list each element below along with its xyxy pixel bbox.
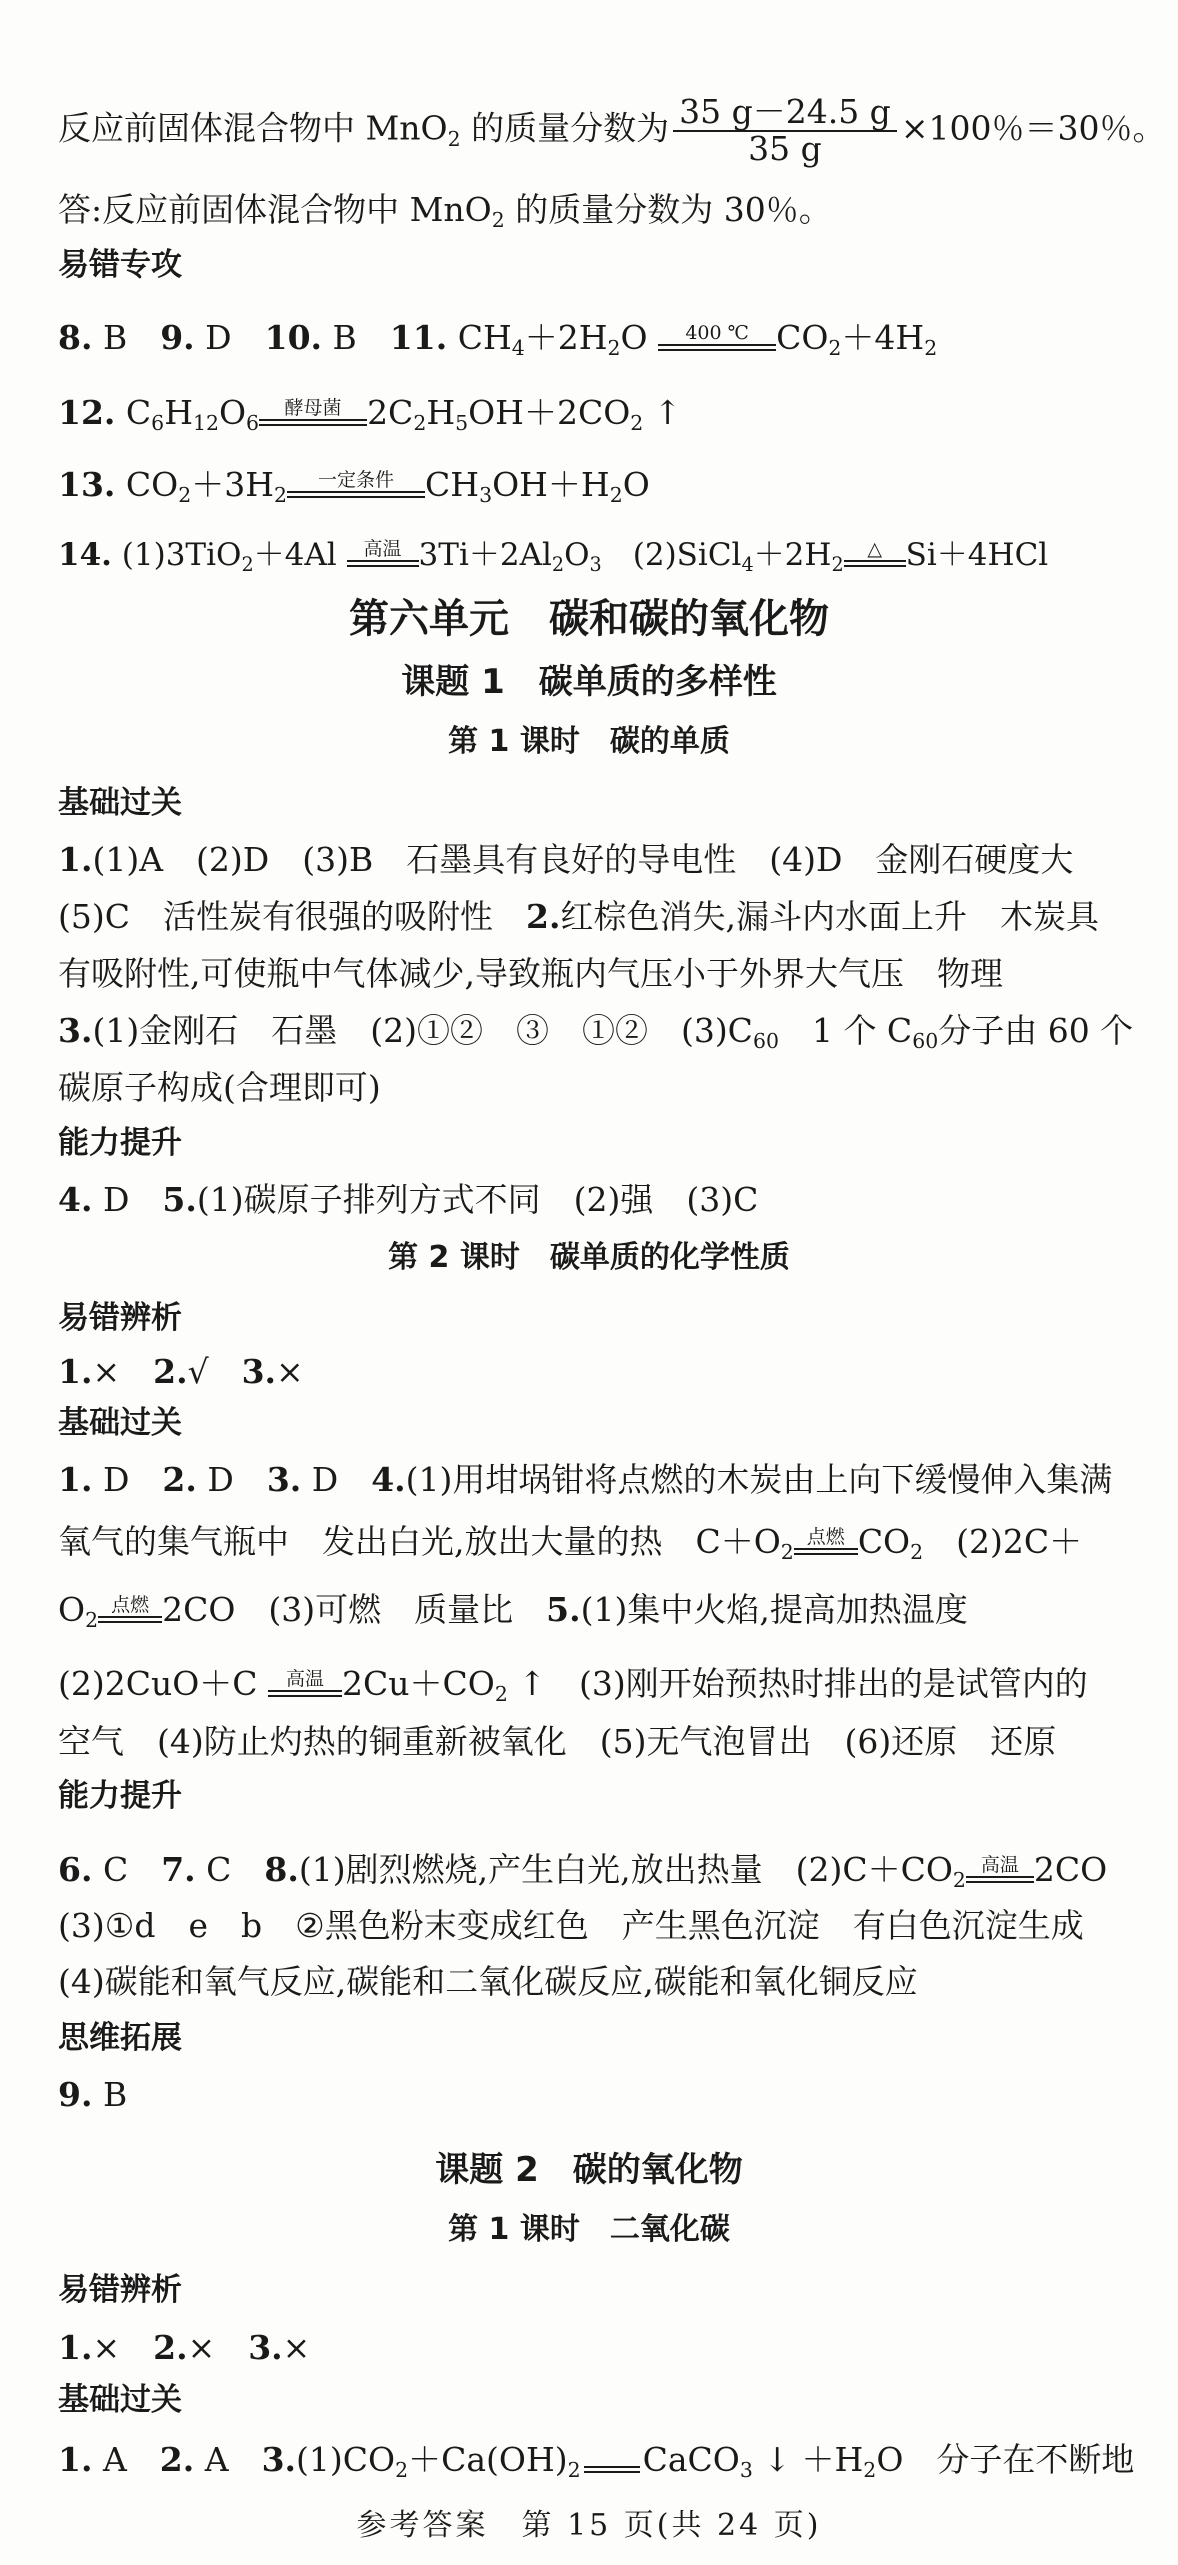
formula-text: CH bbox=[447, 318, 512, 357]
answer-line-conclusion bbox=[58, 190, 1138, 233]
answer-line bbox=[58, 1460, 1138, 1500]
answer-line bbox=[58, 1180, 1138, 1220]
double-line bbox=[268, 1690, 342, 1697]
subscript: 2 bbox=[85, 1608, 99, 1633]
question-number: 3. bbox=[58, 1011, 93, 1050]
subscript: 2 bbox=[609, 483, 623, 508]
formula-text: (1)CO bbox=[296, 2440, 396, 2479]
answer-line bbox=[58, 1906, 1138, 1946]
formula-text: O bbox=[564, 537, 590, 573]
question-number: 3. bbox=[248, 2328, 283, 2367]
question-number: 2. bbox=[162, 1460, 197, 1499]
subscript: 2 bbox=[551, 552, 565, 576]
answer-line bbox=[58, 2328, 1138, 2368]
lesson-title: 第 2 课时 碳单质的化学性质 bbox=[388, 1240, 790, 1275]
double-line bbox=[347, 560, 419, 567]
condition-label: 点燃 bbox=[111, 1594, 150, 1616]
answer-text: (1)集中火焰,提高加热温度 bbox=[580, 1590, 968, 1629]
answer: × bbox=[92, 2328, 154, 2367]
double-line bbox=[844, 560, 906, 567]
formula-text: ＋3H bbox=[191, 465, 275, 504]
formula-text: O bbox=[622, 465, 650, 504]
topic-title: 课题 2 碳的氧化物 bbox=[435, 2150, 743, 2190]
subscript: 60 bbox=[912, 1029, 939, 1054]
question-number: 1. bbox=[58, 2328, 93, 2367]
subscript: 6 bbox=[151, 411, 165, 436]
subscript: 12 bbox=[192, 411, 219, 436]
answer: C bbox=[195, 1850, 265, 1889]
question-number: 3. bbox=[261, 2440, 297, 2479]
answer-line-8-11 bbox=[58, 318, 1138, 361]
answer-text: (1)剧烈燃烧,产生白光,放出热量 (2)C＋CO bbox=[298, 1850, 953, 1889]
subscript: 3 bbox=[479, 483, 493, 508]
formula-text: 2CO bbox=[1033, 1850, 1108, 1889]
double-line bbox=[658, 344, 776, 351]
answer: √ bbox=[187, 1352, 242, 1391]
question-number: 1. bbox=[58, 1352, 93, 1391]
subscript: 2 bbox=[780, 1540, 794, 1565]
formula-text: O bbox=[58, 1590, 86, 1629]
question-number: 1. bbox=[58, 840, 93, 879]
formula-text: CaCO bbox=[642, 2440, 740, 2479]
section-heading: 基础过关 bbox=[58, 785, 182, 821]
section-heading: 基础过关 bbox=[58, 2382, 182, 2418]
subscript: 2 bbox=[491, 208, 505, 233]
formula-text: (2)2CuO＋C bbox=[58, 1664, 269, 1703]
unit-title: 第六单元 碳和碳的氧化物 bbox=[349, 596, 829, 642]
subscript: 2 bbox=[828, 336, 842, 361]
formula-text: (1)3TiO bbox=[111, 537, 242, 573]
reaction-condition bbox=[966, 1854, 1034, 1883]
answer-line-mass-fraction bbox=[58, 92, 1166, 168]
subscript: 2 bbox=[413, 411, 427, 436]
answer-text: (4)碳能和氧气反应,碳能和二氧化碳反应,碳能和氧化铜反应 bbox=[58, 1962, 918, 2001]
answer: A bbox=[194, 2440, 262, 2479]
answer-line-13 bbox=[58, 465, 1138, 508]
answer-line bbox=[58, 2075, 1138, 2115]
question-number: 9. bbox=[58, 2075, 93, 2114]
subscript: 2 bbox=[607, 336, 621, 361]
answer: × bbox=[282, 2328, 311, 2367]
formula-text: C bbox=[115, 393, 152, 432]
subscript: 2 bbox=[274, 483, 288, 508]
section-heading: 能力提升 bbox=[58, 1125, 182, 1161]
subscript: 2 bbox=[178, 483, 192, 508]
answer-line bbox=[58, 2440, 1138, 2483]
formula-text: OH＋H bbox=[492, 465, 610, 504]
answer-text: 1 个 C bbox=[778, 1011, 913, 1050]
text: 的质量分数为 bbox=[460, 108, 670, 148]
formula-text: O bbox=[620, 318, 659, 357]
answer: B bbox=[92, 2075, 128, 2114]
answer: D bbox=[196, 1460, 267, 1499]
text: 反应前固体混合物中 MnO bbox=[58, 108, 448, 148]
section-heading: 思维拓展 bbox=[58, 2020, 182, 2056]
answer-text: ↑ (3)刚开始预热时排出的是试管内的 bbox=[507, 1664, 1088, 1703]
question-number: 2. bbox=[153, 2328, 188, 2367]
question-number: 3. bbox=[241, 1352, 277, 1391]
question-number: 14. bbox=[58, 537, 112, 573]
answer-text: 2CO (3)可燃 质量比 bbox=[162, 1590, 547, 1629]
answer: A bbox=[92, 2440, 160, 2479]
question-number: 7. bbox=[161, 1850, 196, 1889]
double-line bbox=[287, 491, 425, 498]
question-number: 4. bbox=[58, 1180, 93, 1219]
question-number: 2. bbox=[153, 1352, 188, 1391]
subscript: 2 bbox=[241, 552, 254, 576]
subscript: 4 bbox=[511, 336, 525, 361]
subscript: 2 bbox=[924, 336, 938, 361]
formula-text: OH＋2CO bbox=[468, 393, 631, 432]
subscript: 2 bbox=[395, 2458, 409, 2483]
question-number: 12. bbox=[58, 393, 116, 432]
answer: D bbox=[92, 1180, 163, 1219]
answer-line-12 bbox=[58, 393, 1138, 436]
condition-label: 高温 bbox=[980, 1854, 1019, 1876]
question-number: 5. bbox=[162, 1180, 197, 1219]
question-number: 2. bbox=[159, 2440, 195, 2479]
reaction-condition bbox=[98, 1594, 162, 1623]
answer-line bbox=[58, 1011, 1138, 1054]
formula-text: ＋4Al bbox=[253, 537, 347, 573]
subscript: 2 bbox=[863, 2458, 877, 2483]
reaction-condition bbox=[259, 397, 367, 426]
answer-text: 分子由 60 个 bbox=[938, 1011, 1134, 1050]
answer-line bbox=[58, 897, 1138, 937]
answer-text: 空气 (4)防止灼热的铜重新被氧化 (5)无气泡冒出 (6)还原 还原 bbox=[58, 1722, 1057, 1761]
answer-line bbox=[58, 1962, 1138, 2002]
condition-label: 点燃 bbox=[806, 1526, 845, 1548]
formula-text: ＋4H bbox=[841, 318, 925, 357]
question-number: 4. bbox=[371, 1460, 406, 1499]
text: ×100％＝30％。 bbox=[900, 108, 1166, 148]
lesson-title: 第 1 课时 二氧化碳 bbox=[448, 2212, 730, 2247]
formula-text: CO bbox=[115, 465, 179, 504]
answer-text: 氧气的集气瓶中 发出白光,放出大量的热 C＋O bbox=[58, 1522, 781, 1561]
question-number: 1. bbox=[58, 2440, 93, 2479]
question-number: 3. bbox=[266, 1460, 302, 1499]
answer-line bbox=[58, 1590, 1138, 1633]
answer-text: (2)2C＋ bbox=[923, 1522, 1083, 1561]
question-number: 11. bbox=[389, 318, 448, 357]
answer-line bbox=[58, 954, 1138, 994]
answer: B bbox=[322, 318, 390, 357]
answer-line bbox=[58, 1068, 1138, 1108]
answer-line bbox=[58, 840, 1138, 880]
answer: C bbox=[92, 1850, 162, 1889]
section-heading: 基础过关 bbox=[58, 1405, 182, 1441]
formula-text: Si＋4HCl bbox=[905, 537, 1049, 573]
fraction-denominator: 35 g bbox=[748, 128, 822, 168]
double-line bbox=[259, 419, 367, 426]
answer: B bbox=[92, 318, 161, 357]
answer-text: (3)①d e b ②黑色粉末变成红色 产生黑色沉淀 有白色沉淀生成 bbox=[58, 1906, 1084, 1945]
reaction-condition bbox=[347, 538, 419, 567]
answer-line bbox=[58, 1850, 1138, 1893]
formula-text: ↓ ＋H bbox=[752, 2440, 864, 2479]
formula-text: CO bbox=[776, 318, 829, 357]
double-line bbox=[584, 2466, 640, 2473]
answer: × bbox=[276, 1352, 304, 1391]
topic-title: 课题 1 碳单质的多样性 bbox=[401, 662, 777, 702]
answer: × bbox=[187, 2328, 249, 2367]
subscript: 2 bbox=[910, 1540, 924, 1565]
answer-text: 碳原子构成(合理即可) bbox=[58, 1068, 381, 1107]
answer-line bbox=[58, 1722, 1138, 1762]
answer-line bbox=[58, 1664, 1138, 1707]
reaction-condition bbox=[287, 469, 425, 498]
double-line bbox=[98, 1616, 162, 1623]
subscript: 2 bbox=[831, 552, 844, 576]
subscript: 4 bbox=[741, 552, 754, 576]
answer-text: (1)金刚石 石墨 (2)①② ③ ①② (3)C bbox=[92, 1011, 753, 1050]
formula-text: H bbox=[426, 393, 456, 432]
reaction-condition bbox=[658, 322, 776, 351]
answer-line bbox=[58, 1352, 1138, 1392]
condition-label: 一定条件 bbox=[318, 469, 395, 491]
reaction-condition bbox=[268, 1668, 342, 1697]
page-footer: 参考答案 第 15 页(共 24 页) bbox=[356, 2508, 822, 2543]
text: 答:反应前固体混合物中 MnO bbox=[58, 190, 492, 229]
formula-text: H bbox=[164, 393, 193, 432]
reaction-equals bbox=[584, 2466, 640, 2473]
condition-label: 400 ℃ bbox=[685, 322, 749, 344]
subscript: 2 bbox=[567, 2458, 581, 2483]
reaction-condition bbox=[794, 1526, 858, 1555]
subscript: 3 bbox=[739, 2458, 753, 2483]
double-line bbox=[794, 1548, 858, 1555]
answer: D bbox=[92, 1460, 163, 1499]
condition-label: 高温 bbox=[286, 1668, 325, 1690]
gas-arrow: ↑ bbox=[643, 393, 682, 432]
answer-text: (1)用坩埚钳将点燃的木炭由上向下缓慢伸入集满 bbox=[405, 1460, 1113, 1499]
formula-text: ＋2H bbox=[753, 537, 832, 573]
formula-text: 2Cu＋CO bbox=[342, 1664, 495, 1703]
question-number: 8. bbox=[58, 318, 93, 357]
reaction-condition bbox=[844, 538, 906, 567]
answer-text: (1)A (2)D (3)B 石墨具有良好的导电性 (4)D 金刚石硬度大 bbox=[92, 840, 1074, 879]
lesson-title: 第 1 课时 碳的单质 bbox=[448, 724, 730, 759]
answer-text: 红棕色消失,漏斗内水面上升 木炭具 bbox=[560, 897, 1099, 936]
subscript: 2 bbox=[494, 1682, 508, 1707]
subscript: 60 bbox=[752, 1029, 779, 1054]
subscript: 6 bbox=[246, 411, 260, 436]
fraction-numerator: 35 g－24.5 g bbox=[673, 95, 897, 132]
formula-text: ＋Ca(OH) bbox=[408, 2440, 568, 2479]
question-number: 2. bbox=[526, 897, 561, 936]
answer-text: (1)碳原子排列方式不同 (2)强 (3)C bbox=[196, 1180, 759, 1219]
answer-text: 有吸附性,可使瓶中气体减少,导致瓶内气压小于外界大气压 物理 bbox=[58, 954, 1003, 993]
subscript: 2 bbox=[952, 1868, 966, 1893]
subscript: 2 bbox=[630, 411, 644, 436]
answer-line-14 bbox=[58, 537, 1138, 576]
formula-text: (2)SiCl bbox=[601, 537, 742, 573]
subscript: 3 bbox=[589, 552, 602, 576]
condition-label: 高温 bbox=[363, 538, 402, 560]
section-heading: 易错专攻 bbox=[58, 247, 182, 283]
answer-text: O 分子在不断地 bbox=[876, 2440, 1135, 2479]
subscript: 5 bbox=[455, 411, 469, 436]
question-number: 6. bbox=[58, 1850, 93, 1889]
formula-text: O bbox=[218, 393, 247, 432]
formula-text: CH bbox=[425, 465, 480, 504]
question-number: 10. bbox=[264, 318, 323, 357]
answer-text: (5)C 活性炭有很强的吸附性 bbox=[58, 897, 526, 936]
question-number: 5. bbox=[546, 1590, 581, 1629]
answer: D bbox=[301, 1460, 372, 1499]
formula-text: 3Ti＋2Al bbox=[418, 537, 552, 573]
question-number: 9. bbox=[160, 318, 195, 357]
answer-line bbox=[58, 1522, 1138, 1565]
section-heading: 易错辨析 bbox=[58, 1300, 182, 1336]
fraction bbox=[673, 92, 897, 168]
subscript: 2 bbox=[447, 126, 461, 151]
double-line bbox=[966, 1876, 1034, 1883]
question-number: 8. bbox=[264, 1850, 299, 1889]
answer: D bbox=[194, 318, 265, 357]
formula-text: 2C bbox=[367, 393, 414, 432]
formula-text: CO bbox=[857, 1522, 911, 1561]
condition-label: 酵母菌 bbox=[284, 397, 342, 419]
question-number: 13. bbox=[58, 465, 116, 504]
condition-label: △ bbox=[867, 538, 882, 560]
question-number: 1. bbox=[58, 1460, 93, 1499]
text: 的质量分数为 30％。 bbox=[504, 190, 832, 229]
answer: × bbox=[92, 1352, 154, 1391]
section-heading: 易错辨析 bbox=[58, 2272, 182, 2308]
section-heading: 能力提升 bbox=[58, 1778, 182, 1814]
formula-text: ＋2H bbox=[524, 318, 608, 357]
